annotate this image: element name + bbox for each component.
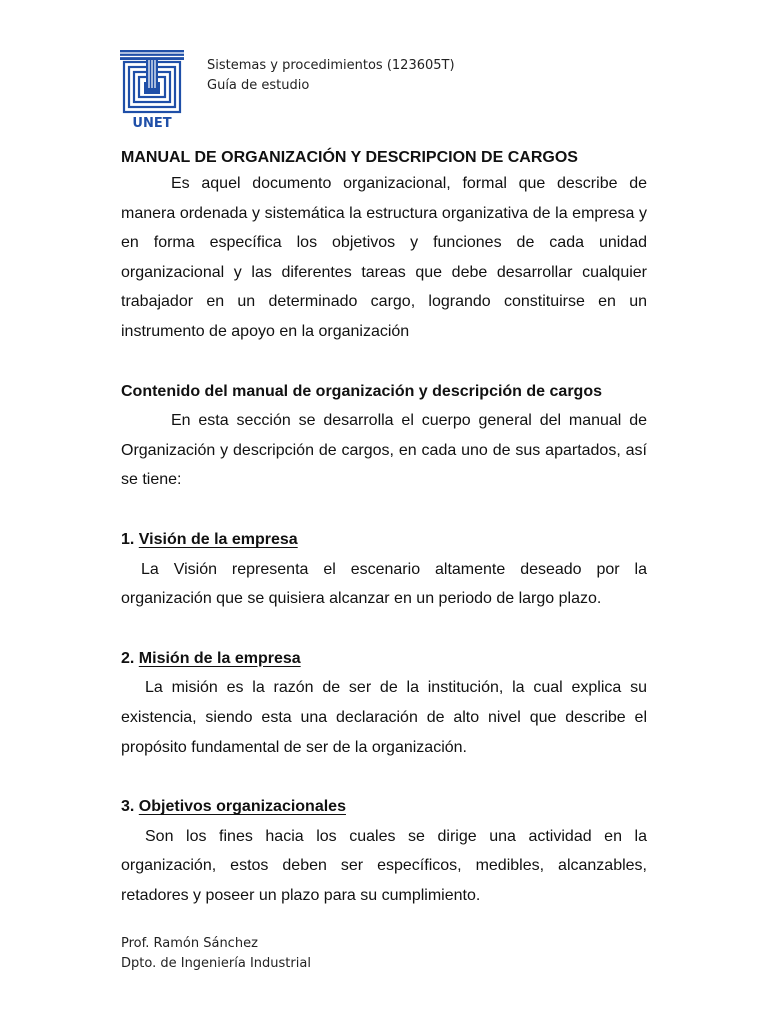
section-heading-mission: [121, 644, 647, 674]
section-number: 1.: [121, 530, 135, 548]
section-paragraph-objectives: Son los fines hacia los cuales se dirige una actividad en la organización, estos deben ser específicos, medibles, alcanzables, retadores y poseer un plazo para su cumplimiento.: [121, 827, 647, 904]
contents-paragraph: En esta sección se desarrolla el cuerpo general del manual de Organización y descripción de cargos, en cada uno de sus apartados, así se tiene:: [121, 412, 647, 489]
section-number: 3.: [121, 798, 135, 816]
department-name: Dpto. de Ingeniería Industrial: [121, 956, 311, 971]
section-title: Objetivos organizacionales: [138, 798, 346, 816]
section-paragraph-vision: La Visión representa el escenario altamente deseado por la organización que se quisiera alcanzar en un periodo de largo plazo.: [121, 560, 647, 608]
contents-heading: Contenido del manual de organización y descripción de cargos: [121, 382, 602, 400]
page-title: MANUAL DE ORGANIZACIÓN Y DESCRIPCION DE CARGOS: [121, 149, 578, 166]
section-title: Misión de la empresa: [138, 649, 301, 667]
course-name: Sistemas y procedimientos (123605T): [207, 58, 455, 73]
author-name: Prof. Ramón Sánchez: [121, 936, 258, 951]
document-subtitle: Guía de estudio: [207, 78, 310, 93]
section-heading-vision: [121, 525, 647, 555]
document-header: [207, 56, 455, 96]
section-number: 2.: [121, 649, 135, 667]
logo-wordmark: UNET: [132, 116, 172, 130]
unet-logo: [120, 48, 184, 130]
intro-paragraph: Es aquel documento organizacional, formal que describe de manera ordenada y sistemática la estructura organizativa de la empresa y en forma específica los objetivos y funciones de cada unidad organizacional y las diferentes tareas que debe desarrollar cualquier trabajador en un determinado cargo, logrando constituirse en un instrumento de apoyo en la organización: [121, 175, 647, 340]
document-body: [121, 147, 647, 910]
section-title: Visión de la empresa: [138, 530, 298, 548]
section-paragraph-mission: La misión es la razón de ser de la institución, la cual explica su existencia, siendo esta una declaración de alto nivel que describe el propósito fundamental de ser de la organización.: [121, 679, 647, 756]
document-footer: [121, 934, 311, 974]
section-heading-objectives: [121, 792, 647, 822]
